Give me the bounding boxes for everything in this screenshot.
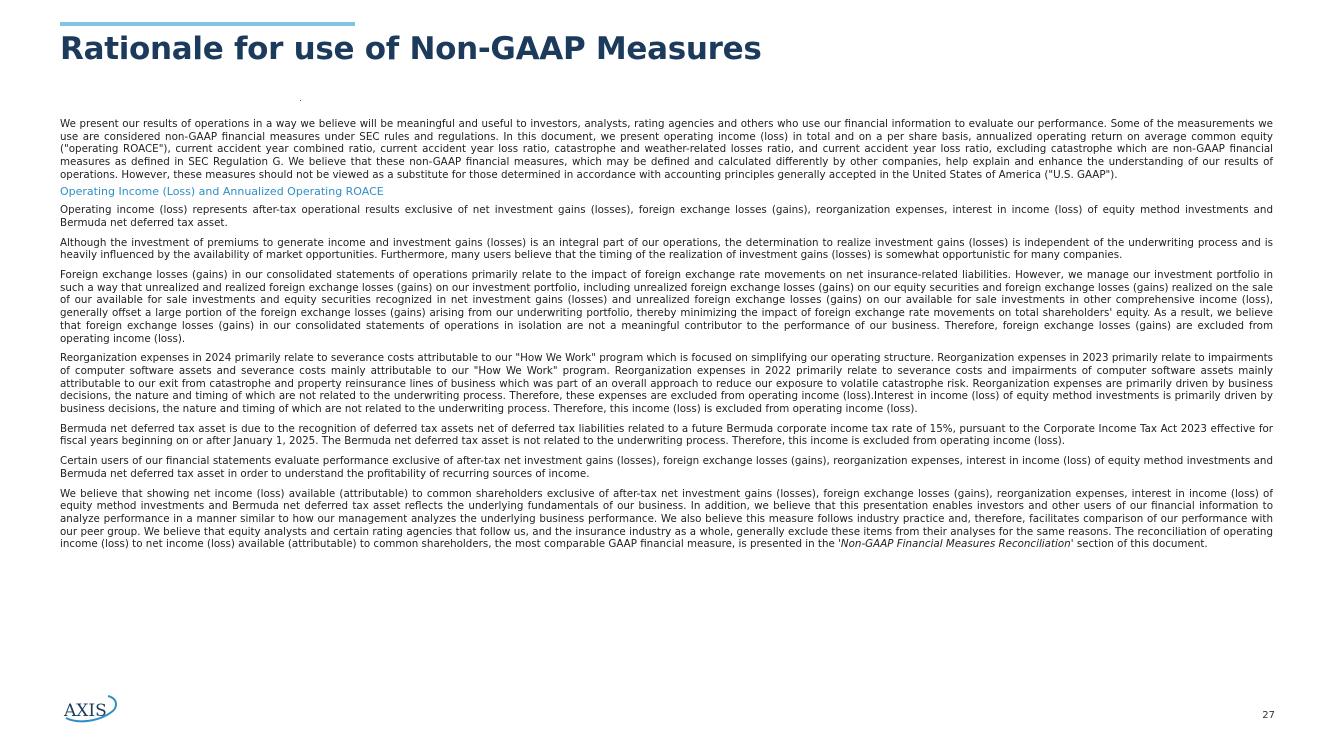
axis-logo bbox=[60, 690, 120, 730]
reconciliation-text: We believe that showing net income (loss) available (attributable) to common shareholders exclusive of after-tax net investment gains (losses), foreign exchange losses (gains), reorganization expenses, interest in income (loss) of equity method investments and Bermuda net deferred tax asset reflects the underlying fundamentals of our business. In addition, we believe that this presentation enables investors and other users of our financial information to analyze performance in a manner similar to how our management analyzes the underlying business performance. We also believe this measure follows industry practice and, therefore, facilitates comparison of our performance with our peer group. We believe that equity analysts and certain rating agencies that follow us, and the insurance industry as a whole, generally exclude these items from their analyses for the same reasons. The reconciliation of operating income (loss) to net income (loss) available (attributable) to common shareholders, the most comparable GAAP financial measure, is presented in the ' bbox=[60, 487, 1273, 551]
paragraph-foreign-exchange: Foreign exchange losses (gains) in our consolidated statements of operations primarily relate to the impact of foreign exchange rate movements on net insurance-related liabilities. However, we manage our investment portfolio in such a way that unrealized and realized foreign exchange losses (gains) on our investment portfolio, including unrealized foreign exchange losses (gains) on our equity securities and foreign exchange losses (gains) realized on the sale of our available for sale investments and equity securities recognized in net investment gains (losses) and unrealized foreign exchange losses (gains) on our available for sale investments in other comprehensive income (loss), generally offset a large portion of the foreign exchange losses (gains) arising from our underwriting portfolio, thereby minimizing the impact of foreign exchange rate movements on total shareholders' equity. As a result, we believe that foreign exchange losses (gains) in our consolidated statements of operations in isolation are not a meaningful contributor to the performance of our business. Therefore, foreign exchange losses (gains) are excluded from operating income (loss). bbox=[60, 269, 1273, 345]
page-number: 27 bbox=[1262, 710, 1275, 721]
paragraph-reorganization: Reorganization expenses in 2024 primarily relate to severance costs attributable to our "How We Work" program which is focused on simplifying our operating structure. Reorganization expenses in 2023 primarily relate to impairments of computer software assets and severance costs mainly attributable to our "How We Work" program. Reorganization expenses in 2022 primarily relate to severance costs and impairments of computer software assets mainly attributable to our exit from catastrophe and property reinsurance lines of business which was part of an overall approach to reduce our exposure to volatile catastrophe risk. Reorganization expenses are primarily driven by business decisions, the nature and timing of which are not related to the underwriting process. Therefore, these expenses are excluded from operating income (loss).Interest in income (loss) of equity method investments is primarily driven by business decisions, the nature and timing of which are not related to the underwriting process. Therefore, this income (loss) is excluded from operating income (loss). bbox=[60, 352, 1273, 416]
intro-paragraph: We present our results of operations in a way we believe will be meaningful and useful to investors, analysts, rating agencies and others who use our financial information to evaluate our performance. Some of the measurements we use are considered non-GAAP financial measures under SEC rules and regulations. In this document, we present operating income (loss) in total and on a per share basis, annualized operating return on average common equity ("operating ROACE"), current accident year combined ratio, current accident year loss ratio, catastrophe and weather-related losses ratio, and current accident year loss ratio, excluding catastrophe which are non-GAAP financial measures as defined in SEC Regulation G. We believe that these non-GAAP financial measures, which may be defined and calculated differently by other companies, help explain and enhance the understanding of our results of operations. However, these measures should not be viewed as a substitute for those determined in accordance with accounting principles generally accepted in the United States of America ("U.S. GAAP"). bbox=[60, 118, 1273, 181]
logo-text: AXIS bbox=[64, 701, 107, 721]
paragraph-certain-users: Certain users of our financial statements evaluate performance exclusive of after-tax net investment gains (losses), foreign exchange losses (gains), reorganization expenses, interest in income (loss) of equity method investments and Bermuda net deferred tax asset in order to understand the profitability of recurring sources of income. bbox=[60, 455, 1273, 480]
paragraph-bermuda-tax: Bermuda net deferred tax asset is due to the recognition of deferred tax assets net of deferred tax liabilities related to a future Bermuda corporate income tax rate of 15%, pursuant to the Corporate Income Tax Act 2023 effective for fiscal years beginning on or after January 1, 2025. The Bermuda net deferred tax asset is not related to the underwriting process. Therefore, this income is excluded from operating income (loss). bbox=[60, 422, 1273, 448]
paragraph-reconciliation bbox=[60, 488, 1273, 552]
paragraph-operating-income: Operating income (loss) represents after-tax operational results exclusive of net investment gains (losses), foreign exchange losses (gains), reorganization expenses, interest in income (loss) of equity method investments and Bermuda net deferred tax asset. bbox=[60, 204, 1273, 229]
page-title: Rationale for use of Non-GAAP Measures bbox=[60, 31, 762, 67]
section-subheading: Operating Income (Loss) and Annualized Operating ROACE bbox=[60, 184, 384, 198]
reconciliation-text-end: ' section of this document. bbox=[1070, 538, 1208, 551]
reconciliation-section-name: Non-GAAP Financial Measures Reconciliation bbox=[840, 538, 1071, 551]
paragraph-investment-gains: Although the investment of premiums to generate income and investment gains (losses) is an integral part of our operations, the determination to realize investment gains (losses) is independent of the underwriting process and is heavily influenced by the availability of market opportunities. Furthermore, many users believe that the timing of the realization of investment gains (losses) is somewhat opportunistic for many companies. bbox=[60, 236, 1273, 262]
title-accent-bar bbox=[60, 22, 355, 26]
document-body bbox=[60, 118, 1273, 558]
stray-dot bbox=[300, 100, 301, 101]
